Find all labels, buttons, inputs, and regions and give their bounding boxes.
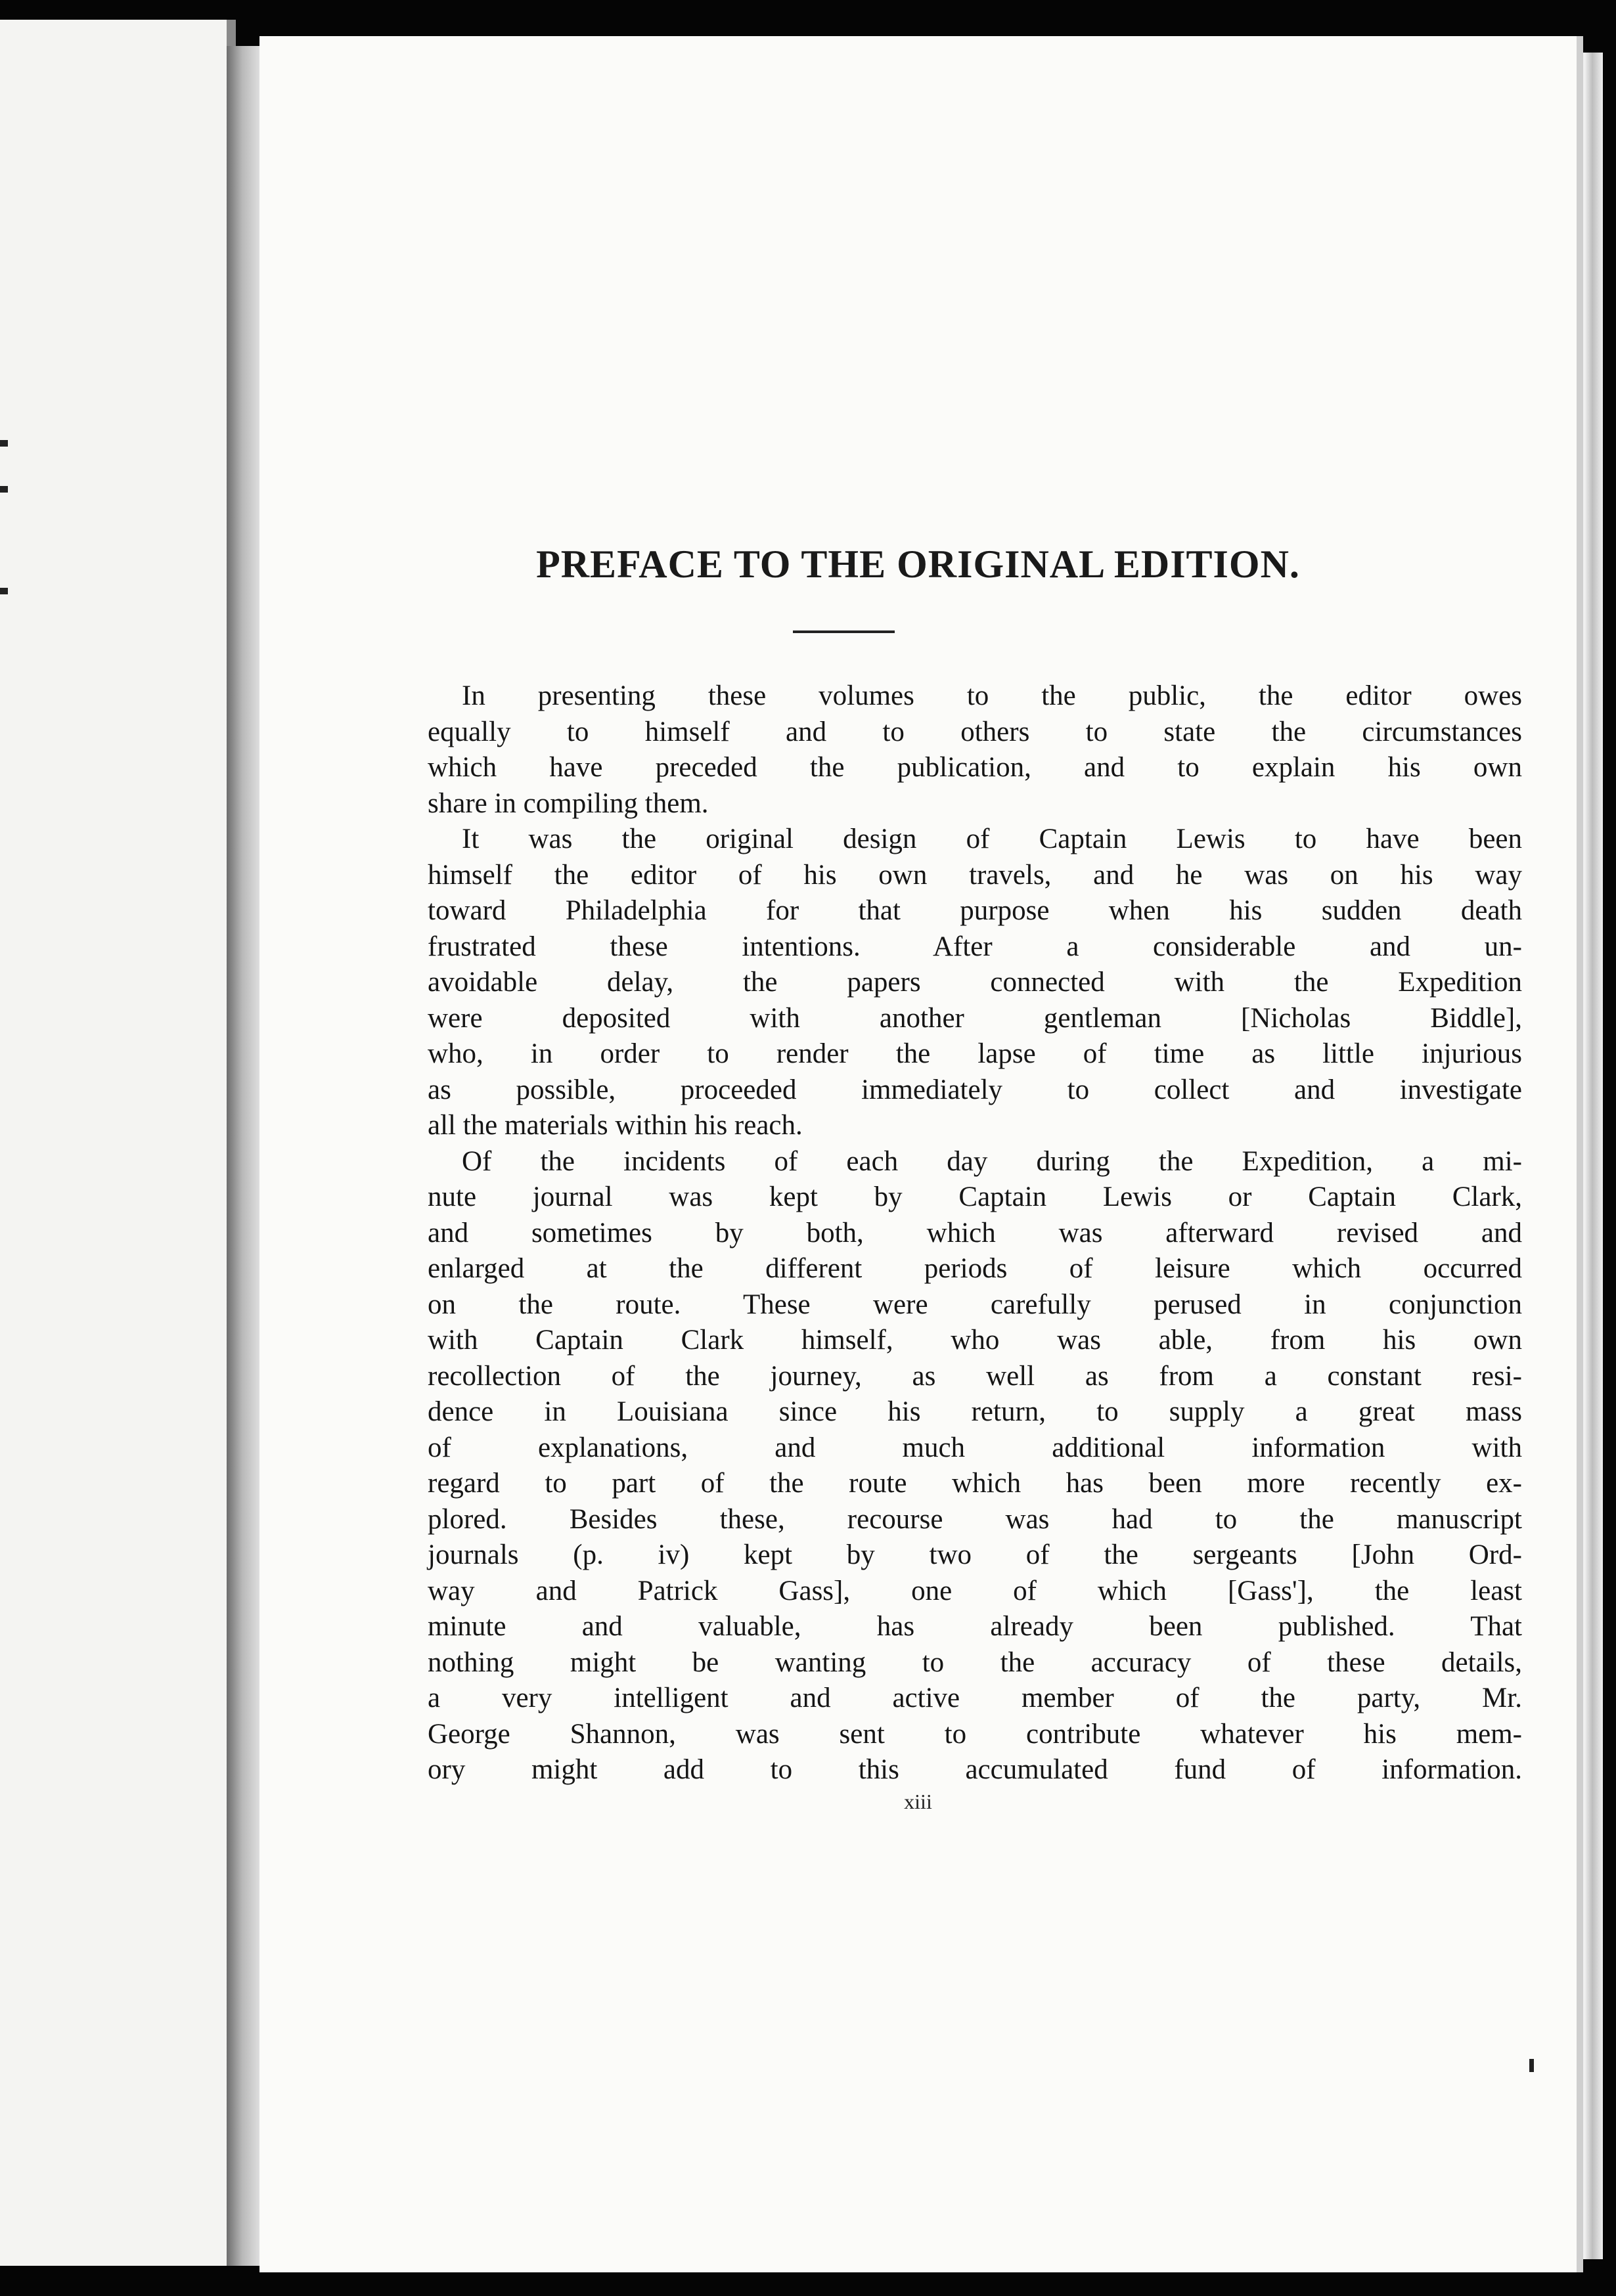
page-title: PREFACE TO THE ORIGINAL EDITION. [536,542,1300,586]
text-line: dence in Louisiana since his return, to supply a great mass [428,1396,1522,1427]
facing-page-edge [0,20,236,2266]
text-line: frustrated these intentions. After a considerable and un- [428,931,1522,962]
text-line: ory might add to this accumulated fund of information. [428,1754,1522,1785]
text-line: It was the original design of Captain Lewis to have been [462,824,1522,854]
margin-mark [0,440,8,447]
text-line: who, in order to render the lapse of time as little injurious [428,1038,1522,1069]
text-line: enlarged at the different periods of leisure which occurred [428,1253,1522,1284]
text-line: Of the incidents of each day during the Expedition, a mi- [462,1145,1522,1177]
text-line: were deposited with another gentleman [Nicholas Biddle], [428,1002,1522,1034]
text-line: George Shannon, was sent to contribute whatever his mem- [428,1718,1522,1750]
text-line: plored. Besides these, recourse was had to the manuscript [428,1503,1522,1535]
margin-mark [1529,2059,1534,2072]
text-line: a very intelligent and active member of the party, Mr. [428,1683,1522,1713]
text-line: all the materials within his reach. [428,1110,803,1141]
text-line: minute and valuable, has already been published. That [428,1611,1522,1642]
text-line: of explanations, and much additional information with [428,1432,1522,1463]
book-page [259,36,1583,2272]
text-line: which have preceded the publication, and to explain his own [428,752,1522,783]
title-rule [793,630,895,633]
text-line: share in compiling them. [428,787,709,819]
text-line: way and Patrick Gass], one of which [Gass'], the least [428,1575,1522,1606]
text-line: journals (p. iv) kept by two of the sergeants [John Ord- [428,1539,1522,1570]
text-line: regard to part of the route which has been more recently ex- [428,1468,1522,1499]
text-line: nute journal was kept by Captain Lewis or Captain Clark, [428,1181,1522,1212]
text-line: himself the editor of his own travels, and he was on his way [428,859,1522,891]
text-line: avoidable delay, the papers connected with the Expedition [428,967,1522,998]
margin-mark [0,588,8,594]
page-number: xiii [904,1790,932,1813]
text-line: In presenting these volumes to the public, the editor owes [462,680,1522,711]
text-line: on the route. These were carefully perused in conjunction [428,1289,1522,1320]
margin-mark [0,486,8,493]
text-line: with Captain Clark himself, who was able, from his own [428,1325,1522,1356]
text-line: as possible, proceeded immediately to collect and investigate [428,1074,1522,1105]
text-line: nothing might be wanting to the accuracy of these details, [428,1646,1522,1678]
text-line: equally to himself and to others to state the circumstances [428,716,1522,747]
text-line: and sometimes by both, which was afterward revised and [428,1217,1522,1248]
body-text [428,678,1522,1788]
text-line: recollection of the journey, as well as from a constant resi- [428,1360,1522,1392]
text-line: toward Philadelphia for that purpose when his sudden death [428,895,1522,926]
